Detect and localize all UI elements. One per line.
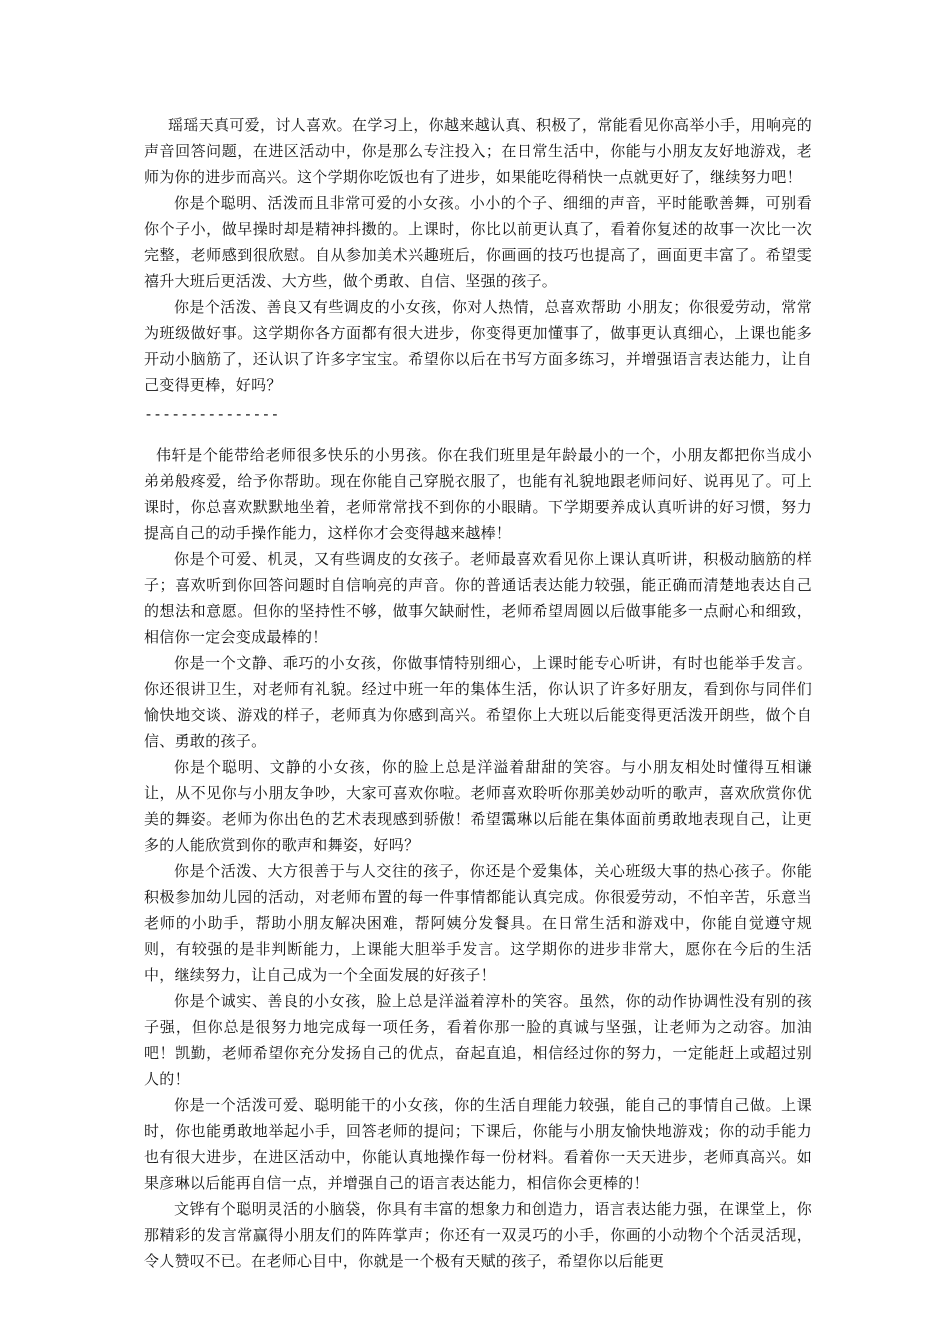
paragraph: 你是个聪明、文静的小女孩，你的脸上总是洋溢着甜甜的笑容。与小朋友相处时懂得互相谦让，从不见你与小朋友争吵，大家可喜欢你啦。老师喜欢聆听你那美妙动听的歌声，喜欢欣赏你优美的舞姿。老师为你出色的艺术表现感到骄傲！希望霭琳以后能在集体面前勇敢地表现自己，让更多的人能欣赏到你的歌声和舞姿，好吗？	[144, 758, 812, 854]
paragraph: 瑶瑶天真可爱，讨人喜欢。在学习上，你越来越认真、积极了，常能看见你高举小手，用响亮的声音回答问题，在进区活动中，你是那么专注投入；在日常生活中，你能与小朋友友好地游戏，老师为你的进步而高兴。这个学期你吃饭也有了进步，如果能吃得稍快一点就更好了，继续努力吧！	[144, 116, 812, 186]
paragraph: 你是个活泼、善良又有些调皮的小女孩，你对人热情，总喜欢帮助 小朋友；你很爱劳动，常常为班级做好事。这学期你各方面都有很大进步，你变得更加懂事了，做事更认真细心，上课也能多开动小脑筋了，还认识了许多字宝宝。希望你以后在书写方面多练习，并增强语言表达能力，让自己变得更棒，好吗？	[144, 298, 812, 394]
paragraph: 你是一个文静、乖巧的小女孩，你做事情特别细心，上课时能专心听讲，有时也能举手发言。你还很讲卫生，对老师有礼貌。经过中班一年的集体生活，你认识了许多好朋友，看到你与同伴们愉快地交谈、游戏的样子，老师真为你感到高兴。希望你上大班以后能变得更活泼开朗些，做个自信、勇敢的孩子。	[144, 654, 812, 750]
section-2	[144, 442, 812, 1274]
paragraph: 你是一个活泼可爱、聪明能干的小女孩，你的生活自理能力较强，能自己的事情自己做。上课时，你也能勇敢地举起小手，回答老师的提问；下课后，你能与小朋友愉快地游戏；你的动手能力也有很大进步，在进区活动中，你能认真地操作每一份材料。看着你一天天进步，老师真高兴。如果彦琳以后能再自信一点，并增强自己的语言表达能力，相信你会更棒的！	[144, 1096, 812, 1192]
paragraph: 你是个诚实、善良的小女孩，脸上总是洋溢着淳朴的笑容。虽然，你的动作协调性没有别的孩子强，但你总是很努力地完成每一项任务，看着你那一脸的真诚与坚强，让老师为之动容。加油吧！凯勤，老师希望你充分发扬自己的优点，奋起直追，相信经过你的努力，一定能赶上或超过别人的！	[144, 992, 812, 1088]
paragraph: 你是个活泼、大方很善于与人交往的孩子，你还是个爱集体，关心班级大事的热心孩子。你能积极参加幼儿园的活动，对老师布置的每一件事情都能认真完成。你很爱劳动，不怕辛苦，乐意当老师的小助手，帮助小朋友解决困难，帮阿姨分发餐具。在日常生活和游戏中，你能自觉遵守规则，有较强的是非判断能力，上课能大胆举手发言。这学期你的进步非常大，愿你在今后的生活中，继续努力，让自己成为一个全面发展的好孩子！	[144, 862, 812, 984]
separator-line: ---------------	[144, 405, 280, 423]
paragraph: 伟轩是个能带给老师很多快乐的小男孩。你在我们班里是年龄最小的一个，小朋友都把你当成小弟弟般疼爱，给予你帮助。现在你能自己穿脱衣服了，也能有礼貌地跟老师问好、说再见了。可上课时，你总喜欢默默地坐着，老师常常找不到你的小眼睛。下学期要养成认真听讲的好习惯，努力提高自己的动手操作能力，这样你才会变得越来越棒！	[144, 446, 812, 542]
paragraph: 文铧有个聪明灵活的小脑袋，你具有丰富的想象力和创造力，语言表达能力强，在课堂上，你那精彩的发言常赢得小朋友们的阵阵掌声；你还有一双灵巧的小手，你画的小动物个个活灵活现，令人赞叹不已。在老师心目中，你就是一个极有天赋的孩子，希望你以后能更	[144, 1200, 812, 1270]
paragraph: 你是个聪明、活泼而且非常可爱的小女孩。小小的个子、细细的声音，平时能歌善舞，可别看你个子小，做早操时却是精神抖擞的。上课时，你比以前更认真了，看着你复述的故事一次比一次完整，老师感到很欣慰。自从参加美术兴趣班后，你画画的技巧也提高了，画面更丰富了。希望雯禧升大班后更活泼、大方些，做个勇敢、自信、坚强的孩子。	[144, 194, 812, 290]
paragraph: 你是个可爱、机灵，又有些调皮的女孩子。老师最喜欢看见你上课认真听讲，积极动脑筋的样子；喜欢听到你回答问题时自信响亮的声音。你的普通话表达能力较强，能正确而清楚地表达自己的想法和意愿。但你的坚持性不够，做事欠缺耐性，老师希望周圆以后做事能多一点耐心和细致，相信你一定会变成最棒的！	[144, 550, 812, 646]
section-1	[144, 112, 812, 398]
